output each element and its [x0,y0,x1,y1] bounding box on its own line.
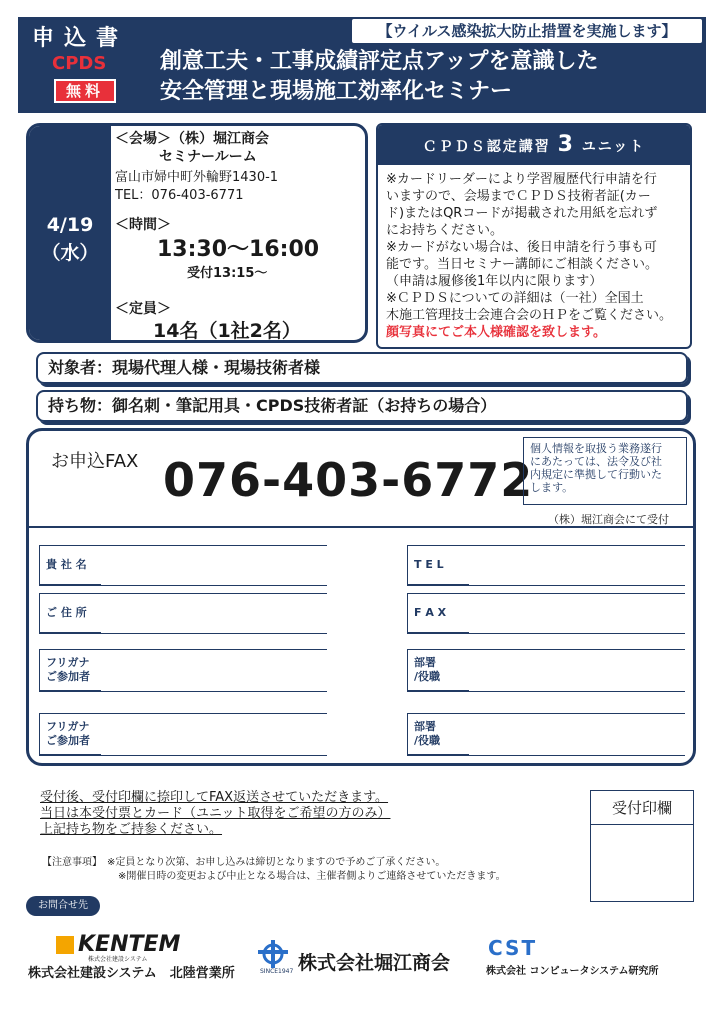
dept2-label [407,713,469,755]
privacy-notice [523,437,687,505]
fax-application-form [26,428,696,766]
divider [407,713,685,714]
caution-line: ※定員となり次第、お申し込みは締切となりますので予めご了承ください。 [107,857,446,868]
caution-line: ※開催日時の変更および中止となる場合は、主催者側よりご連絡させていただきます。 [118,871,506,882]
venue-room: セミナールーム [159,149,257,165]
dept-label: 部署 [414,656,436,669]
note-line: 受付後、受付印欄に捺印してFAX返送させていただきます。 [40,790,389,805]
free-badge: 無料 [54,79,116,103]
tel-field[interactable] [407,585,685,586]
dept1-field[interactable] [407,691,685,692]
privacy-line: 内規定に準拠して行動いた [530,468,662,481]
privacy-line: 個人情報を取扱う業務遂行 [530,442,662,455]
divider [407,545,685,546]
divider [39,649,327,650]
address-field[interactable] [39,633,327,634]
target-audience: 対象者：現場代理人様・現場技術者様 [36,352,688,384]
participant-label: ご参加者 [46,670,90,683]
caution-label: 【注意事項】 [42,857,97,868]
event-time: 13:30～16:00 [157,237,320,262]
cpds-text-line: （申請は履修後1年以内に限ります） [386,274,603,289]
participant1-label [39,649,101,691]
company-horie: 株式会社堀江商会 [298,952,451,974]
dept-label: 部署 [414,720,436,733]
cpds-text-line: いますので、会場までＣＰＤＳ技術者証(カー [386,189,651,204]
cpds-label: CPDS [52,53,107,74]
event-info-box [26,123,368,343]
participant-label: ご参加者 [46,734,90,747]
form-type-label: 申込書 [32,26,129,51]
kentem-wordmark: KENTEM [78,932,181,957]
divider [39,545,327,546]
event-date: 4/19 [46,214,94,236]
participant1-field[interactable] [39,691,327,692]
reception-time: 受付13:15～ [187,266,268,281]
note-line: 当日は本受付票とカード（ユニット取得をご希望の方のみ） [40,806,391,821]
furigana-label: フリガナ [46,720,90,733]
capacity: 14名（1社2名） [153,320,301,342]
seminar-title [160,47,598,107]
fax-label: お申込FAX [51,451,139,472]
participant2-field[interactable] [39,755,327,756]
cpds-text-line: にお持ちください。 [386,223,504,238]
cpds-units: 3 [557,132,575,157]
venue-heading: ＜会場＞（株）堀江商会 [115,131,269,147]
reception-stamp-box[interactable] [590,790,694,902]
since-label: SINCE1947 [260,968,294,975]
divider [407,649,685,650]
title-label: /役職 [414,734,441,747]
venue-tel: TEL：076-403-6771 [115,188,244,203]
company-name-label: 貴 社 名 [39,545,101,585]
fax-field-label: F A X [407,593,469,633]
fax-field[interactable] [407,633,685,634]
divider [29,526,693,528]
tel-label: T E L [407,545,469,585]
event-weekday: （水） [41,242,99,264]
divider [407,593,685,594]
company-kentem: 株式会社建設システム 北陸営業所 [28,966,235,981]
cpds-text-line: 木施工管理技士会連合会のＨＰをご覧ください。 [386,308,673,323]
address-label: ご 住 所 [39,593,101,633]
privacy-line: します。 [530,481,574,494]
title-line-1: 創意工夫・工事成績評定点アップを意識した [160,49,599,74]
note-line: 上記持ち物をご持参ください。 [40,822,223,837]
date-panel [29,126,111,340]
cst-logo: CST [488,936,538,960]
furigana-label: フリガナ [46,656,90,669]
stamp-title: 受付印欄 [591,791,693,825]
dept2-field[interactable] [407,755,685,756]
id-warning: 顔写真にてご本人様確認を致します。 [386,325,606,340]
cpds-info-box [376,123,692,349]
privacy-line: にあたっては、法令及び社 [530,455,662,468]
divider [39,593,327,594]
participant2-label [39,713,101,755]
header-banner [18,17,706,113]
items-to-bring: 持ち物：御名刺・筆記用具・CPDS技術者証（お持ちの場合） [36,390,688,422]
venue-address: 富山市婦中町外輪野1430-1 [115,170,279,185]
contact-label: お問合せ先 [26,896,100,916]
caution-notes [42,856,506,884]
cpds-text-line: ※カードリーダーにより学習履歴代行申請を行 [386,172,657,187]
fax-number: 076-403-6772 [163,453,534,507]
kentem-subtext: 株式会社建設システム [88,956,148,963]
cpds-heading-suffix: ユニット [581,139,646,155]
cpds-body [386,171,684,341]
kentem-icon [56,936,74,954]
cpds-heading-prefix: ＣＰＤＳ認定講習 [422,139,551,155]
fax-receiver: （株）堀江商会にて受付 [548,513,669,526]
cpds-text-line: ※カードがない場合は、後日申請を行う事も可 [386,240,657,255]
cpds-heading [378,125,690,165]
company-name-field[interactable] [39,585,327,586]
capacity-heading: ＜定員＞ [115,301,171,317]
infection-notice: 【ウイルス感染拡大防止措置を実施します】 [352,19,702,43]
cpds-text-line: 能です。当日セミナー講師にご相談ください。 [386,257,658,272]
dept1-label [407,649,469,691]
title-label: /役職 [414,670,441,683]
cpds-text-line: ※ＣＰＤＳについての詳細は（一社）全国土 [386,291,644,306]
title-line-2: 安全管理と現場施工効率化セミナー [160,79,513,104]
return-notes [40,790,390,838]
divider [39,713,327,714]
cpds-text-line: ド)またはQRコードが掲載された用紙を忘れず [386,206,658,221]
time-heading: ＜時間＞ [115,217,171,233]
company-cst: 株式会社 コンピュータシステム研究所 [486,966,659,977]
